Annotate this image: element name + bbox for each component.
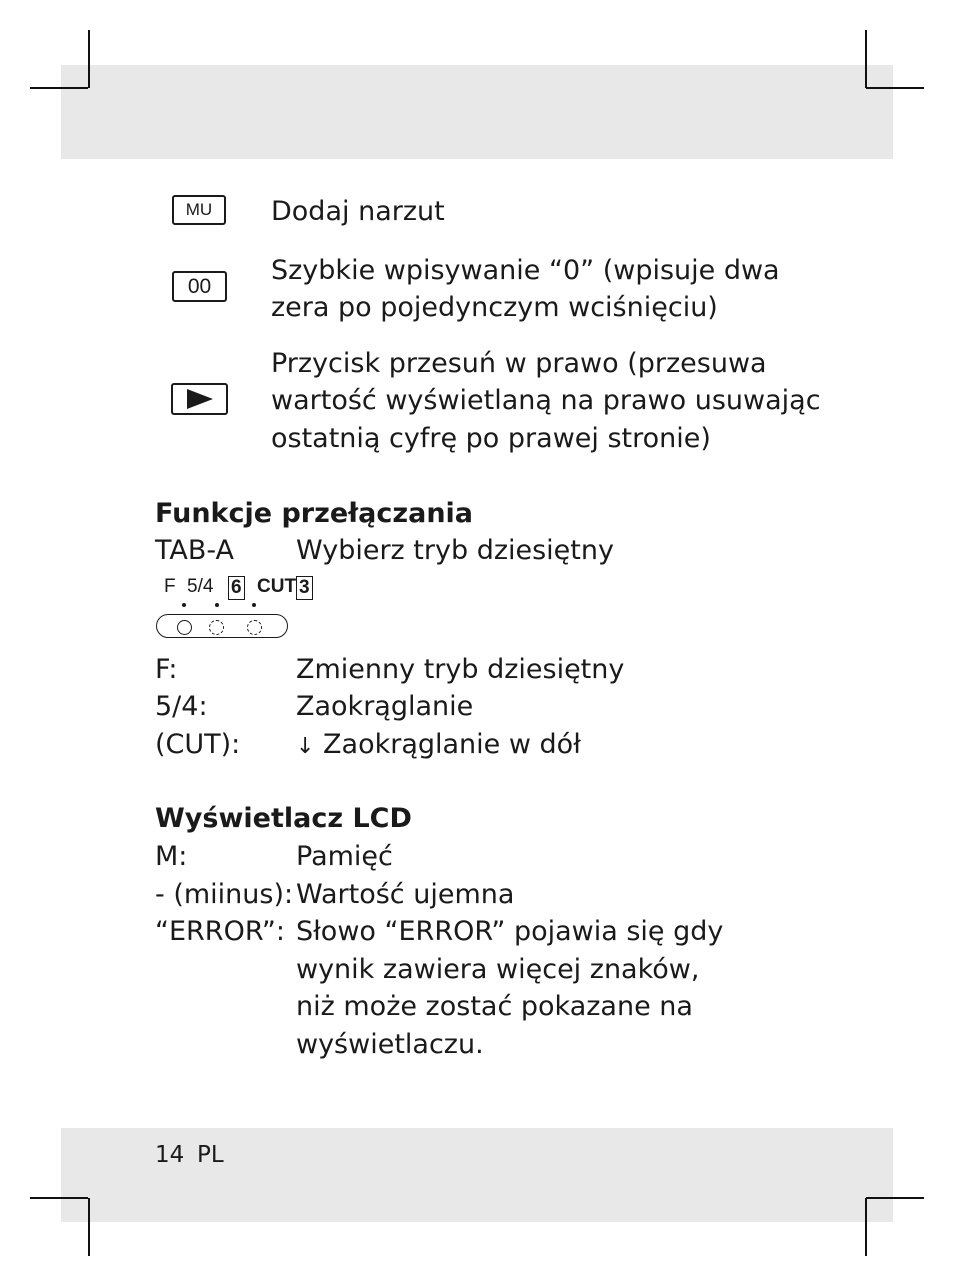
right-arrow-key-icon — [171, 383, 228, 415]
switch-label-round: 5/4 — [187, 576, 214, 597]
double-zero-key-icon: 00 — [172, 271, 227, 302]
down-arrow-icon: ↓ — [296, 734, 315, 759]
switch-position-cut — [247, 620, 262, 635]
lcd-section-heading: Wyświetlacz LCD — [155, 803, 412, 834]
switch-label-cut: CUT — [257, 576, 297, 597]
switch-row-desc: Zmienny tryb dziesiętny — [296, 654, 625, 685]
switch-label-f: F — [164, 576, 176, 597]
tab-description: Wybierz tryb dziesiętny — [296, 535, 614, 566]
switch-label-six: 6 — [228, 576, 245, 600]
switch-row-term: (CUT): — [155, 729, 241, 760]
switch-row-desc: ↓ Zaokrąglanie w dół — [296, 729, 581, 760]
page-number: 14 — [155, 1142, 185, 1168]
switch-dot — [182, 603, 186, 607]
lcd-row-desc: Pamięć — [296, 841, 393, 872]
switch-row-desc: Zaokrąglanie — [296, 691, 474, 722]
footer-band — [61, 1128, 893, 1222]
mu-key-description: Dodaj narzut — [271, 196, 445, 227]
lcd-row-term: M: — [155, 841, 188, 872]
switch-label-three: 3 — [296, 576, 313, 600]
switch-dot — [252, 603, 256, 607]
switch-position-f — [177, 620, 192, 635]
switch-dot — [215, 603, 219, 607]
switch-row-term: F: — [155, 654, 178, 685]
header-band — [61, 65, 893, 159]
lcd-row-term: - (miinus): — [155, 879, 294, 910]
switch-section-heading: Funkcje przełączania — [155, 498, 474, 529]
lcd-row-desc: Wartość ujemna — [296, 879, 515, 910]
switch-row-term: 5/4: — [155, 691, 208, 722]
switch-position-round — [209, 620, 224, 635]
lcd-row-term: “ERROR”: — [155, 916, 285, 947]
tab-term: TAB-A — [155, 535, 235, 566]
mu-key-icon: MU — [172, 195, 226, 225]
language-code: PL — [197, 1142, 224, 1168]
switch-slider-track — [156, 614, 288, 638]
play-triangle-icon — [185, 388, 215, 410]
